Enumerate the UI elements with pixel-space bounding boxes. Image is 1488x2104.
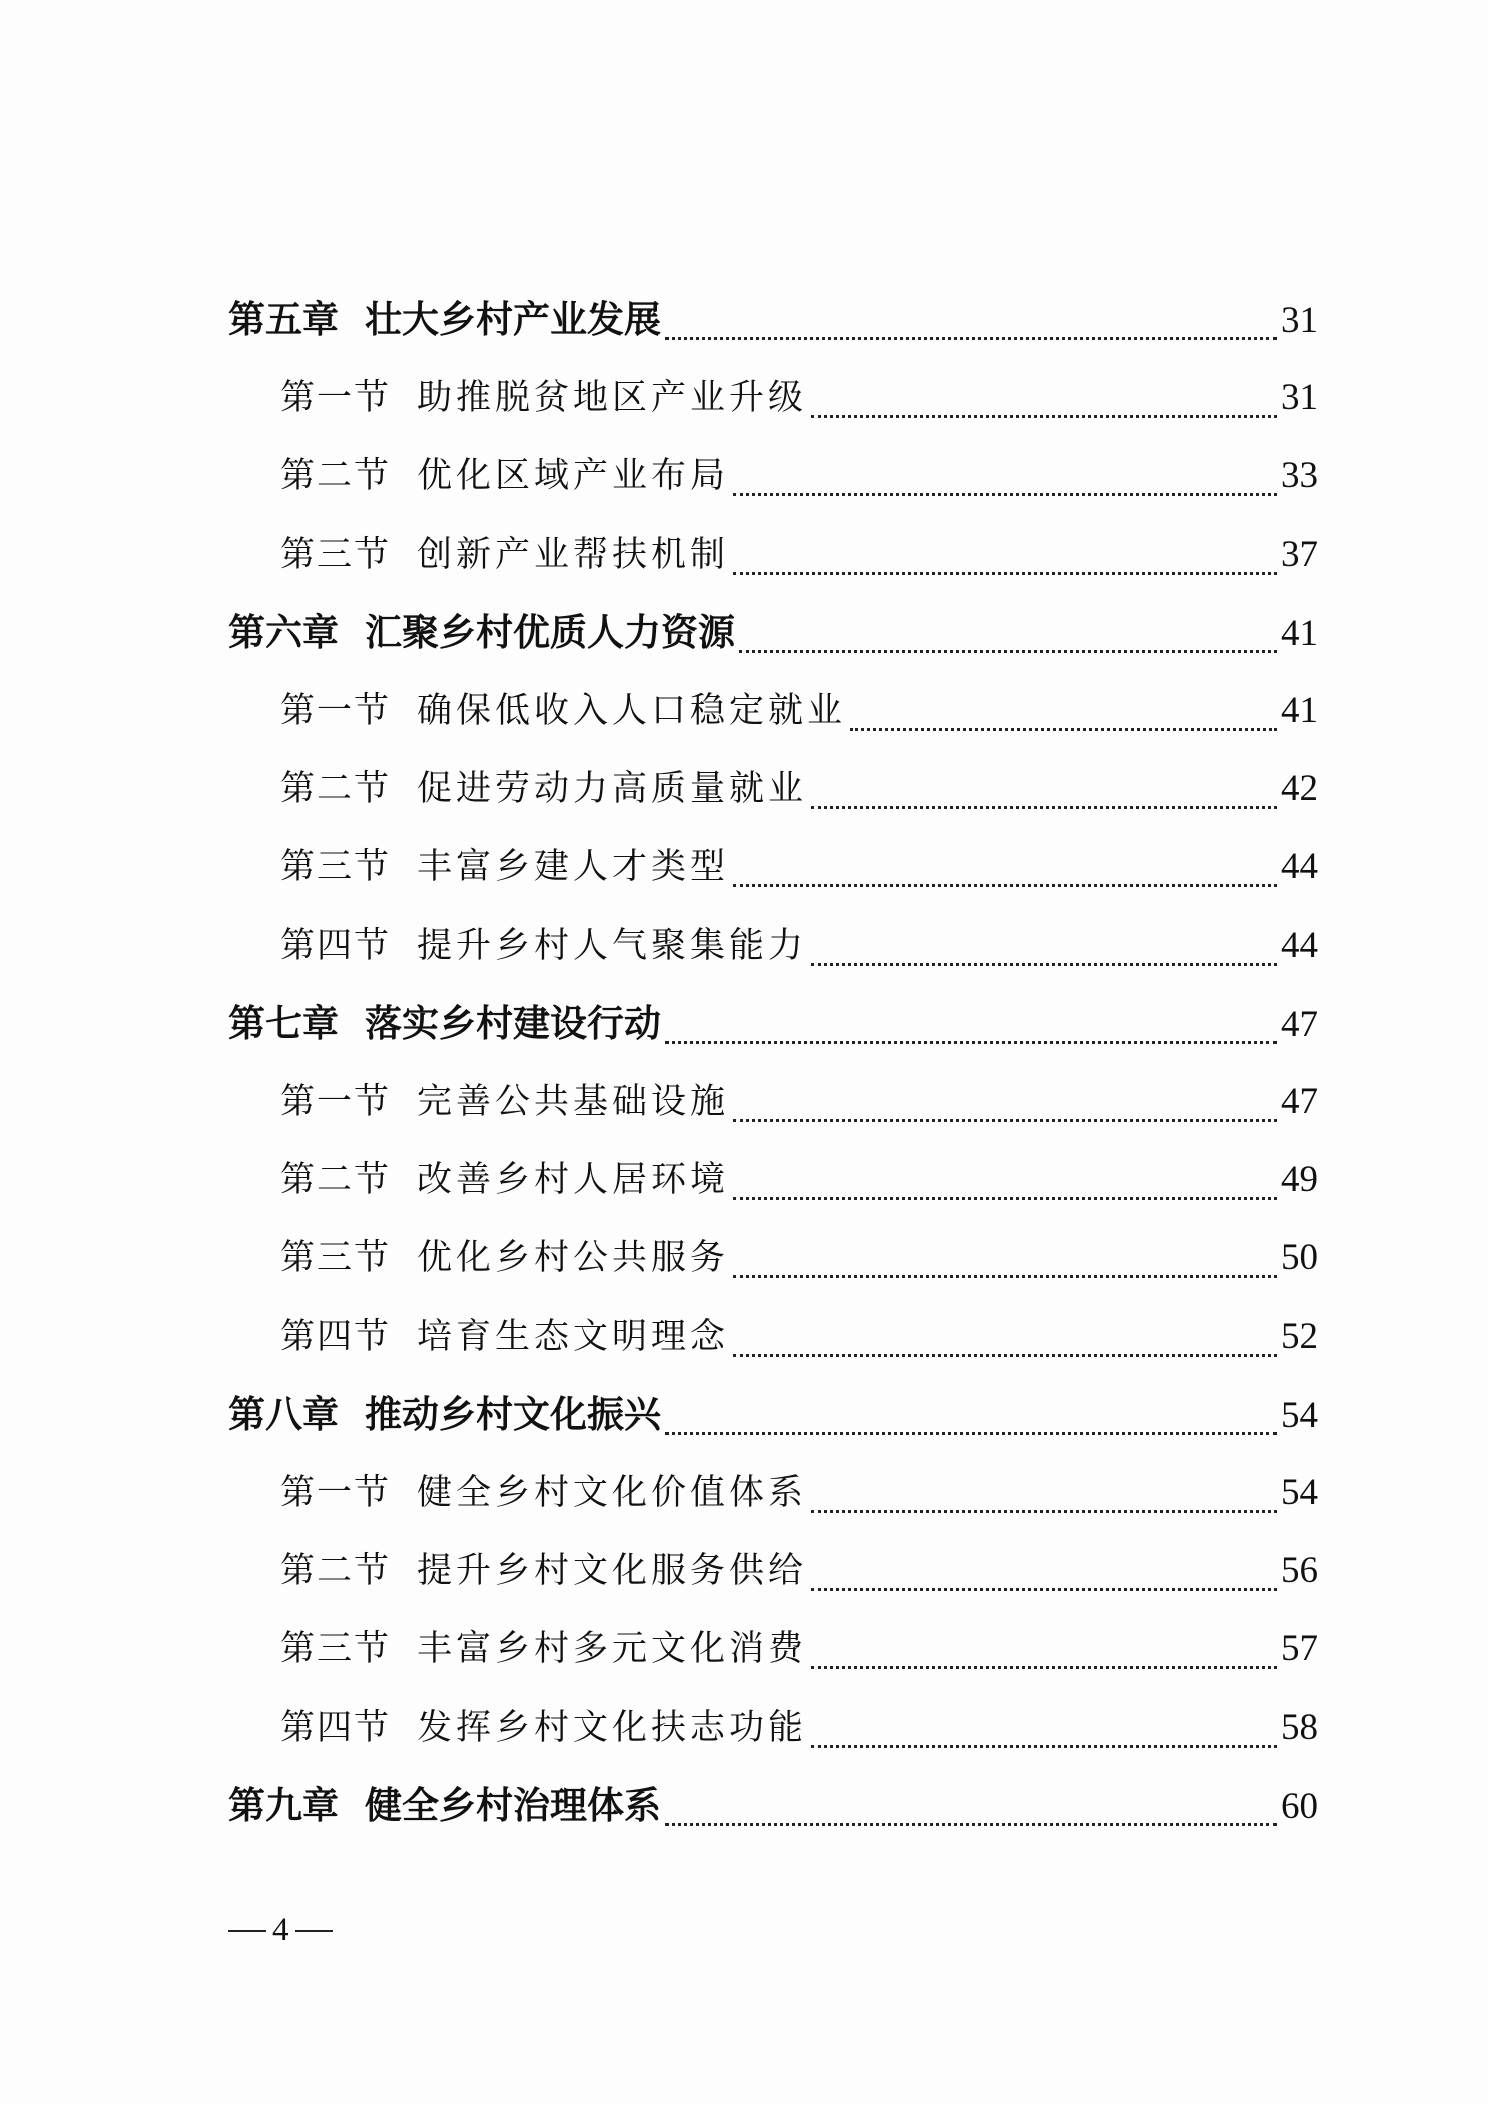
toc-section-entry xyxy=(280,916,1318,976)
toc-section-entry xyxy=(280,1228,1318,1288)
toc-section-entry xyxy=(280,1698,1318,1758)
toc-dot-leader xyxy=(811,1509,1277,1513)
toc-dot-leader xyxy=(811,1587,1277,1591)
footer-page-number: 4 xyxy=(272,1912,289,1948)
toc-dot-leader xyxy=(811,805,1277,809)
toc-section-entry xyxy=(280,525,1318,585)
toc-entry-label: 第二节 xyxy=(280,769,392,809)
toc-entry-page-number: 44 xyxy=(1281,925,1318,966)
toc-entry-label: 第六章 xyxy=(228,611,339,654)
toc-entry-title: 改善乡村人居环境 xyxy=(417,1160,730,1200)
page-footer xyxy=(228,1912,333,1949)
toc-entry-label: 第四节 xyxy=(280,1317,392,1357)
toc-entry-title: 培育生态文明理念 xyxy=(417,1317,730,1357)
toc-dot-leader xyxy=(850,727,1277,731)
toc-entry-title: 壮大乡村产业发展 xyxy=(365,298,661,341)
toc-entry-title: 发挥乡村文化扶志功能 xyxy=(417,1708,808,1748)
toc-chapter-entry xyxy=(228,290,1318,350)
toc-dot-leader xyxy=(811,962,1277,966)
toc-dot-leader xyxy=(733,1274,1277,1278)
toc-entry-title: 优化区域产业布局 xyxy=(417,456,730,496)
toc-dot-leader xyxy=(733,883,1277,887)
toc-entry-label: 第一节 xyxy=(280,1082,392,1122)
toc-entry-title: 助推脱贫地区产业升级 xyxy=(417,378,808,418)
toc-entry-title: 健全乡村治理体系 xyxy=(365,1784,661,1827)
toc-entry-title: 完善公共基础设施 xyxy=(417,1082,730,1122)
toc-entry-page-number: 44 xyxy=(1281,846,1318,887)
toc-entry-label: 第二节 xyxy=(280,1551,392,1591)
toc-entry-page-number: 37 xyxy=(1281,534,1318,575)
toc-section-entry xyxy=(280,1619,1318,1679)
toc-section-entry xyxy=(280,837,1318,897)
toc-entry-title: 优化乡村公共服务 xyxy=(417,1238,730,1278)
toc-dot-leader xyxy=(665,336,1277,340)
toc-entry-label: 第七章 xyxy=(228,1002,339,1045)
toc-entry-page-number: 57 xyxy=(1281,1628,1318,1669)
toc-entry-title: 提升乡村文化服务供给 xyxy=(417,1551,808,1591)
toc-entry-label: 第三节 xyxy=(280,1238,392,1278)
toc-entry-page-number: 54 xyxy=(1281,1472,1318,1513)
toc-entry-label: 第五章 xyxy=(228,298,339,341)
toc-entry-page-number: 58 xyxy=(1281,1707,1318,1748)
toc-dot-leader xyxy=(811,1744,1277,1748)
toc-entry-label: 第二节 xyxy=(280,1160,392,1200)
toc-dot-leader xyxy=(733,1118,1277,1122)
toc-entry-label: 第四节 xyxy=(280,926,392,966)
toc-section-entry xyxy=(280,759,1318,819)
toc-section-entry xyxy=(280,1150,1318,1210)
toc-entry-page-number: 50 xyxy=(1281,1237,1318,1278)
toc-entry-title: 丰富乡村多元文化消费 xyxy=(417,1629,808,1669)
toc-entry-label: 第二节 xyxy=(280,456,392,496)
toc-section-entry xyxy=(280,1541,1318,1601)
toc-entry-title: 健全乡村文化价值体系 xyxy=(417,1473,808,1513)
toc-dot-leader xyxy=(665,1431,1277,1435)
toc-entry-title: 汇聚乡村优质人力资源 xyxy=(365,611,735,654)
toc-dot-leader xyxy=(733,1196,1277,1200)
toc-entry-label: 第一节 xyxy=(280,1473,392,1513)
toc-entry-page-number: 31 xyxy=(1281,300,1318,341)
toc-entry-page-number: 52 xyxy=(1281,1316,1318,1357)
toc-section-entry xyxy=(280,1463,1318,1523)
toc-entry-page-number: 42 xyxy=(1281,768,1318,809)
toc-entry-title: 促进劳动力高质量就业 xyxy=(417,769,808,809)
toc-entry-label: 第九章 xyxy=(228,1784,339,1827)
toc-entry-title: 提升乡村人气聚集能力 xyxy=(417,926,808,966)
toc-entry-page-number: 49 xyxy=(1281,1159,1318,1200)
toc-entry-page-number: 41 xyxy=(1281,613,1318,654)
toc-chapter-entry xyxy=(228,1385,1318,1445)
toc-entry-label: 第一节 xyxy=(280,378,392,418)
toc-entry-page-number: 41 xyxy=(1281,690,1318,731)
toc-entry-title: 确保低收入人口稳定就业 xyxy=(417,691,847,731)
footer-dash-left xyxy=(228,1930,266,1932)
toc-entry-label: 第一节 xyxy=(280,691,392,731)
toc-entry-page-number: 47 xyxy=(1281,1081,1318,1122)
toc-dot-leader xyxy=(739,649,1277,653)
toc-dot-leader xyxy=(811,414,1277,418)
footer-dash-right xyxy=(295,1930,333,1932)
toc-entry-label: 第三节 xyxy=(280,847,392,887)
toc-section-entry xyxy=(280,368,1318,428)
toc-chapter-entry xyxy=(228,603,1318,663)
toc-dot-leader xyxy=(665,1040,1277,1044)
toc-dot-leader xyxy=(811,1665,1277,1669)
toc-section-entry xyxy=(280,681,1318,741)
toc-dot-leader xyxy=(733,492,1277,496)
toc-dot-leader xyxy=(665,1822,1277,1826)
toc-entry-page-number: 33 xyxy=(1281,455,1318,496)
toc-dot-leader xyxy=(733,1353,1277,1357)
toc-section-entry xyxy=(280,446,1318,506)
toc-entry-title: 丰富乡建人才类型 xyxy=(417,847,730,887)
toc-chapter-entry xyxy=(228,994,1318,1054)
toc-entry-title: 推动乡村文化振兴 xyxy=(365,1393,661,1436)
toc-dot-leader xyxy=(733,571,1277,575)
toc-entry-page-number: 31 xyxy=(1281,377,1318,418)
toc-chapter-entry xyxy=(228,1776,1318,1836)
toc-entry-label: 第三节 xyxy=(280,535,392,575)
toc-entry-page-number: 60 xyxy=(1281,1786,1318,1827)
toc-entry-label: 第八章 xyxy=(228,1393,339,1436)
toc-entry-title: 落实乡村建设行动 xyxy=(365,1002,661,1045)
toc-entry-title: 创新产业帮扶机制 xyxy=(417,535,730,575)
toc-entry-page-number: 54 xyxy=(1281,1395,1318,1436)
toc-entry-page-number: 56 xyxy=(1281,1550,1318,1591)
toc-entry-page-number: 47 xyxy=(1281,1004,1318,1045)
toc-section-entry xyxy=(280,1307,1318,1367)
toc-entry-label: 第四节 xyxy=(280,1708,392,1748)
toc-entry-label: 第三节 xyxy=(280,1629,392,1669)
toc-section-entry xyxy=(280,1072,1318,1132)
